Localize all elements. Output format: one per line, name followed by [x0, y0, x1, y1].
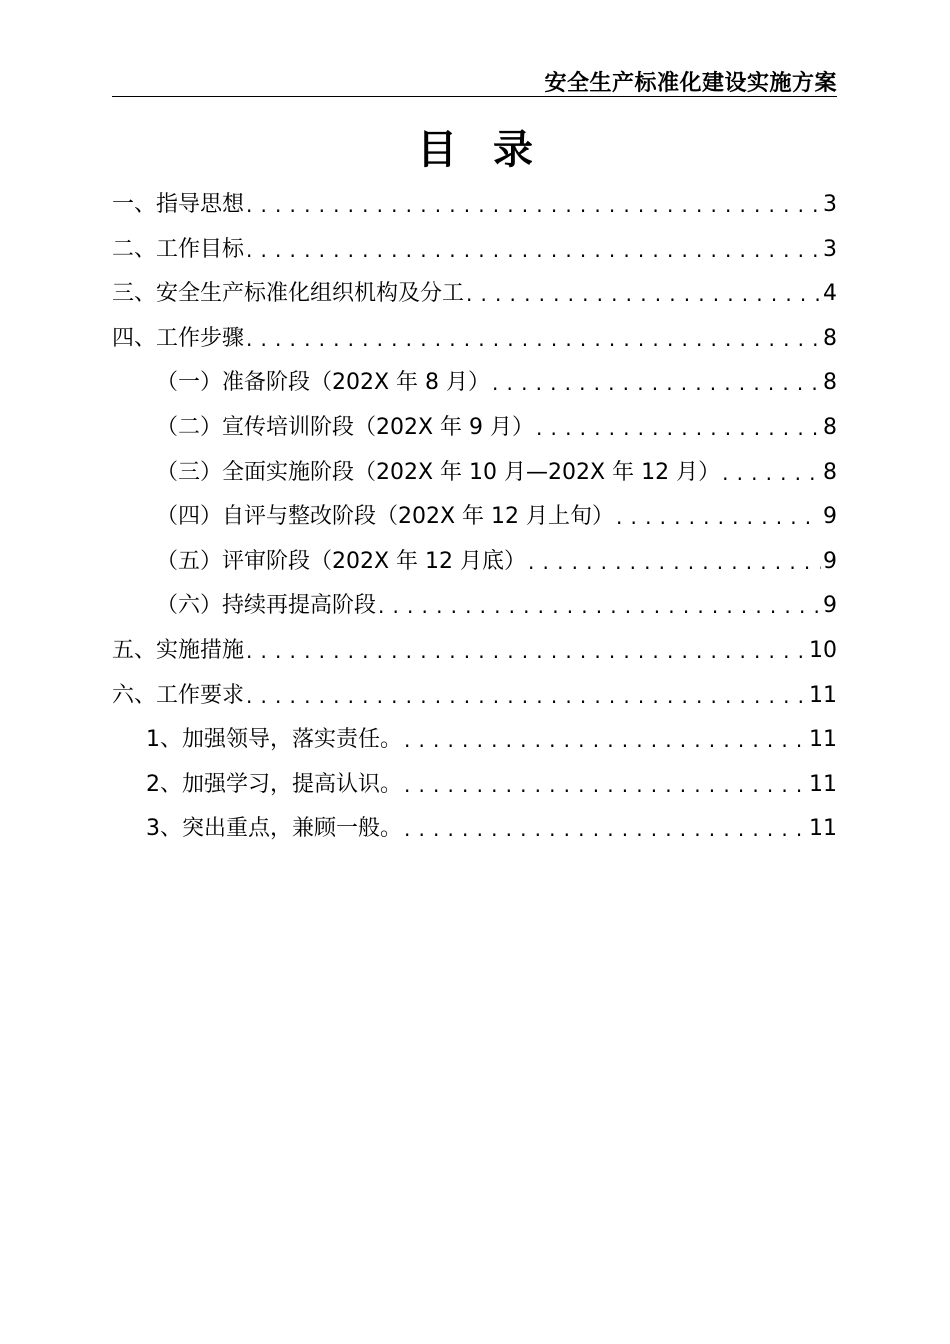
page-header — [112, 64, 837, 97]
toc-dot-leader — [616, 495, 821, 539]
toc-heading: 目录 — [417, 127, 569, 173]
toc-entry[interactable] — [112, 763, 837, 807]
toc-dot-leader — [404, 763, 807, 807]
toc-entry[interactable] — [112, 272, 837, 316]
toc-entry-text: （三）全面实施阶段（202X 年 10 月—202X 年 12 月） — [156, 459, 721, 485]
toc-page-number: 3 — [823, 236, 837, 262]
toc-entry-text: 2、加强学习，提高认识。 — [146, 771, 402, 797]
toc-dot-leader — [246, 228, 821, 272]
toc-dot-leader — [404, 807, 807, 851]
toc-entry[interactable] — [112, 807, 837, 851]
toc-entry[interactable] — [112, 406, 837, 450]
toc-dot-leader — [722, 451, 821, 495]
toc-page-number: 8 — [823, 415, 837, 440]
toc-entry[interactable] — [112, 451, 837, 495]
toc-page-number: 3 — [823, 192, 837, 217]
toc-page-number: 11 — [809, 682, 837, 708]
toc-entry-text: 五、实施措施 — [112, 638, 245, 663]
toc-dot-leader — [528, 540, 821, 584]
toc-entry-text: 六、工作要求 — [112, 682, 245, 708]
toc-page-number: 11 — [809, 771, 837, 797]
toc-dot-leader — [466, 272, 821, 316]
toc-entry[interactable] — [112, 228, 837, 272]
toc-entry[interactable] — [112, 183, 837, 227]
toc-entry-text: （四）自评与整改阶段（202X 年 12 月上旬） — [156, 504, 615, 530]
toc-page-number: 11 — [809, 727, 837, 753]
toc-entry[interactable] — [112, 540, 837, 584]
toc-dot-leader — [246, 674, 807, 718]
toc-entry[interactable] — [112, 584, 837, 628]
toc-entry[interactable] — [112, 674, 837, 718]
toc-dot-leader — [246, 317, 821, 361]
toc-entry-text: 3、突出重点，兼顾一般。 — [146, 816, 402, 842]
toc-dot-leader — [404, 718, 807, 762]
toc-entry-text: （二）宣传培训阶段（202X 年 9 月） — [156, 415, 535, 440]
toc-page-number: 8 — [823, 325, 837, 351]
toc-entry-text: 1、加强领导，落实责任。 — [146, 727, 402, 753]
toc-dot-leader — [246, 629, 807, 673]
toc-entry-text: 四、工作步骤 — [112, 325, 245, 351]
toc-entry-text: （五）评审阶段（202X 年 12 月底） — [156, 548, 527, 574]
toc-page-number: 8 — [823, 370, 837, 396]
toc-entry[interactable] — [112, 495, 837, 539]
toc-page-number: 9 — [823, 504, 837, 530]
toc-entry-text: （一）准备阶段（202X 年 8 月） — [156, 370, 491, 396]
toc-page-number: 11 — [809, 816, 837, 842]
toc-entry[interactable] — [112, 718, 837, 762]
toc-entry[interactable] — [112, 629, 837, 673]
toc-dot-leader — [536, 406, 821, 450]
toc-page-number: 9 — [823, 593, 837, 619]
toc-page-number: 9 — [823, 548, 837, 574]
toc-page-number: 10 — [809, 638, 837, 663]
toc-entry-text: 二、工作目标 — [112, 236, 245, 262]
toc-page-number: 8 — [823, 459, 837, 485]
toc-dot-leader — [492, 361, 821, 405]
toc-page-number: 4 — [823, 281, 837, 307]
document-title: 安全生产标准化建设实施方案 — [544, 71, 837, 96]
toc-entry[interactable] — [112, 317, 837, 361]
toc-entry-text: 三、安全生产标准化组织机构及分工 — [112, 281, 465, 307]
toc-entry-text: 一、指导思想 — [112, 192, 245, 217]
toc-entry-text: （六）持续再提高阶段 — [156, 593, 377, 619]
toc-dot-leader — [378, 584, 821, 628]
toc-entry[interactable] — [112, 361, 837, 405]
toc-dot-leader — [246, 183, 821, 227]
